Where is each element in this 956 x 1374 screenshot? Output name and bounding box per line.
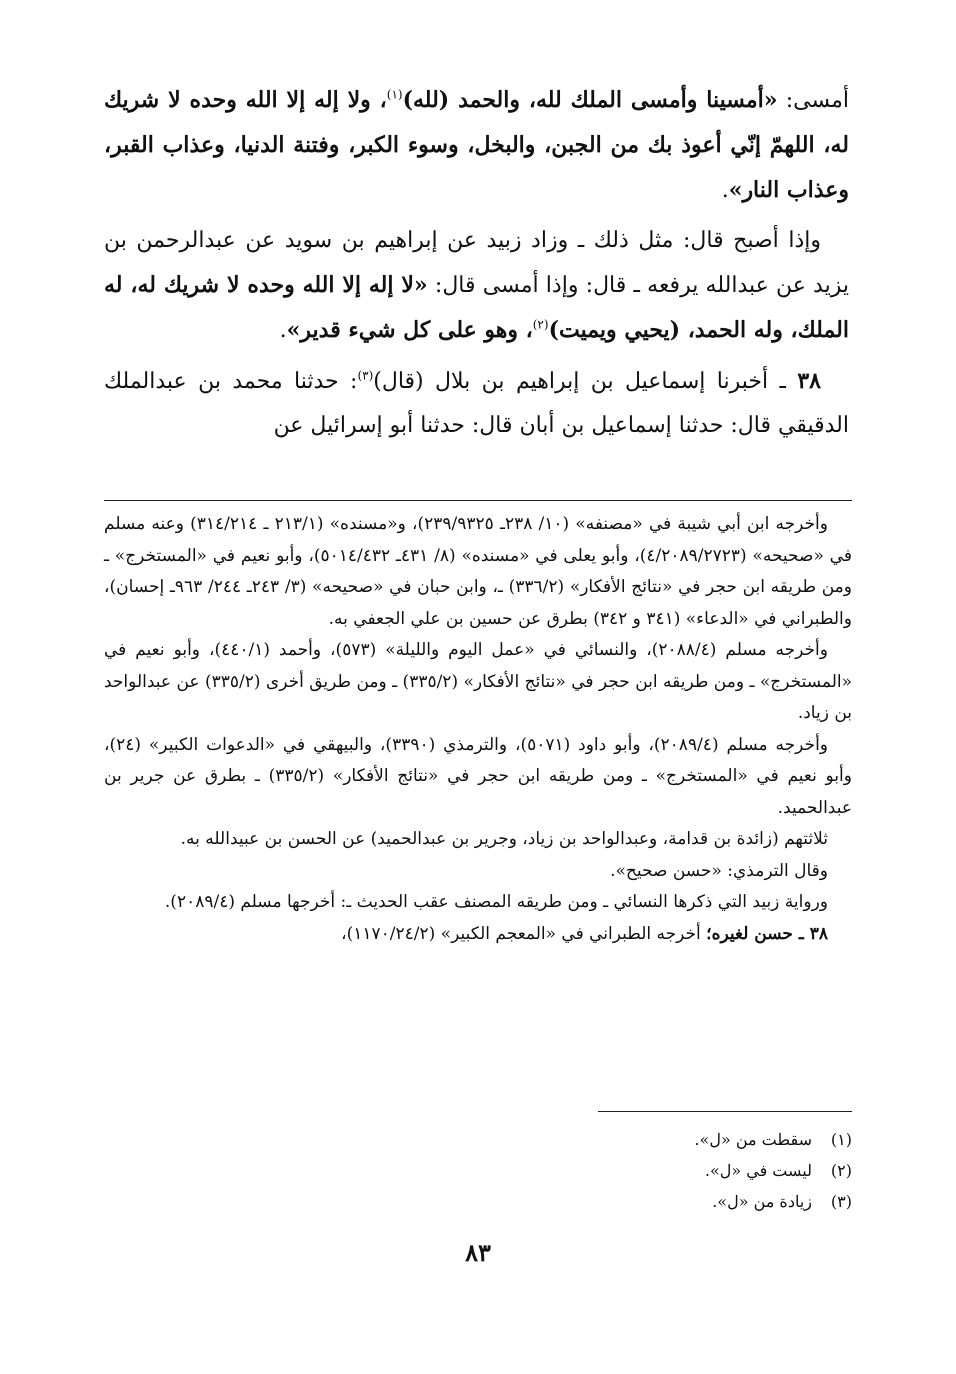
dua-text: «أمسينا وأمسى الملك لله، والحمد (لله) [402,87,778,113]
note-paragraph: وأخرجه مسلم (٢٠٨٨/٤)، والنسائي في «عمل اليوم والليلة» (٥٧٣)، وأحمد (٤٤٠/١)، وأبو نعيم في «المستخرج» ـ ومن طريقه ابن حجر في «نتائج الأفكار» (٣٣٥/٢) ـ ومن طريق أخرى (٣٣٥/٢) عن عبدالواحد بن زياد. [104,640,852,723]
dua-text-cont: ، ولا إله إلا الله وحده لا شريك له، اللهمّ إنّي أعوذ بك من الجبن، والبخل، وسوء الكبر، وفتنة الدنيا، وعذاب القبر، وعذاب النار» [104,87,849,203]
note-text: أخرجه الطبراني في «المعجم الكبير» (١١٧٠/٢٤/٢)، [341,923,707,944]
note-paragraph-38 [104,919,852,951]
note-paragraph: ورواية زبيد التي ذكرها النسائي ـ ومن طريقه المصنف عقب الحديث ـ: أخرجها مسلم (٢٠٨٩/٤). [164,892,828,912]
note-paragraph: وأخرجه مسلم (٢٠٨٩/٤)، وأبو داود (٥٠٧١)، والترمذي (٣٣٩٠)، والبيهقي في «الدعوات الكبير» (٢٤)، وأبو نعيم في «المستخرج» ـ ومن طريقه ابن حجر في «نتائج الأفكار» (٣٣٥/٢) ـ بطرق عن جرير بن عبدالحميد. [104,734,852,818]
footnote-ref-1: (١) [386,87,403,102]
text: وإذا أصبح قال: مثل ذلك ـ وزاد زبيد عن إبراهيم بن سويد عن عبدالرحمن بن يزيد عن عبدالله يرفعه ـ قال: وإذا أمسى قال: [104,228,849,298]
footnote-number: (١) [830,1130,852,1149]
page-number: ٨٣ [465,1238,491,1267]
text: : حدثنا محمد بن عبدالملك الدقيقي قال: حدثنا إسماعيل بن أبان قال: حدثنا أبو إسرائيل عن [104,369,849,438]
footnote-ref-2: (٢) [532,317,549,332]
paragraph-2 [104,219,849,353]
hadith-number: ٣٨ [797,368,821,394]
footnote-number: (٣) [830,1192,852,1211]
main-text [104,78,849,454]
hadith-38 [104,359,849,448]
footnote-ref-3: (٣) [357,368,374,383]
separator-line [104,500,852,501]
dua-text: «لا إله إلا الله وحده لا شريك له، له الملك، وله الحمد، (يحيي ويميت) [104,272,849,343]
note-paragraph: ثلاثتهم (زائدة بن قدامة، وعبدالواحد بن زياد، وجرير بن عبدالحميد) عن الحسن بن عبيدالله به. [180,829,828,849]
footnote-2 [452,1155,852,1186]
text: . [279,318,287,343]
text: . [721,178,729,203]
text: أمسى: [777,88,850,113]
footnote-1 [452,1124,852,1155]
note-heading: ٣٨ ـ حسن لغيره؛ [706,923,828,944]
text: ـ أخبرنا إسماعيل بن إبراهيم بن بلال (قال) [373,369,798,394]
takhrij-notes [104,509,852,950]
dua-text-cont: ، وهو على كل شيء قدير» [286,317,533,343]
footnote-text: سقطت من «ل». [694,1130,812,1149]
footnotes [452,1124,852,1217]
footnote-separator [598,1111,852,1112]
footnote-text: ليست في «ل». [704,1161,812,1180]
footnote-3 [452,1186,852,1217]
footnote-number: (٢) [830,1161,852,1180]
note-paragraph: وأخرجه ابن أبي شيبة في «مصنفه» (١٠/ ٢٣٨ـ ٢٣٩/٩٣٢٥)، و«مسنده» (٢١٣/١ ـ ٣١٤/٢١٤) وعنه مسلم في «صحيحه» (٤/٢٠٨٩/٢٧٢٣)، وأبو يعلى في «مسنده» (٨/ ٤٣١ـ ٥٠١٤/٤٣٢)، وأبو نعيم في «المستخرج» ـ ومن طريقه ابن حجر في «نتائج الأفكار» (٣٣٦/٢) ـ، وابن حبان في «صحيحه» (٣/ ٢٤٣ـ ٢٤٤/ ٩٦٣ـ إحسان)، والطبراني في «الدعاء» (٣٤١ و ٣٤٢) بطرق عن حسين بن علي الجعفي به. [104,514,852,629]
note-paragraph: وقال الترمذي: «حسن صحيح». [610,860,828,881]
footnote-text: زيادة من «ل». [712,1192,812,1211]
paragraph-1 [104,78,849,213]
